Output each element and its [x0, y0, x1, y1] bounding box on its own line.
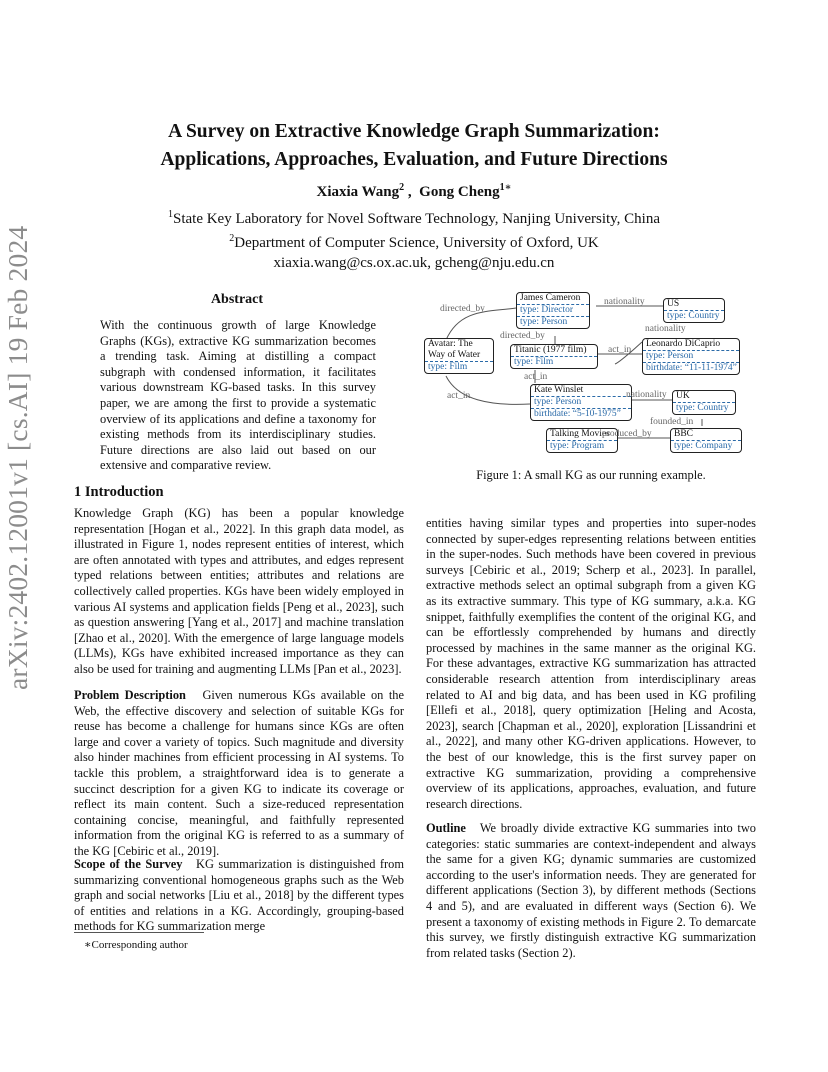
problem-description-paragraph — [74, 688, 404, 860]
kg-node — [670, 428, 742, 453]
node-name: Titanic (1977 film) — [514, 345, 587, 355]
outline-paragraph — [426, 821, 756, 961]
node-name: Talking Movies — [550, 429, 610, 439]
node-name: Kate Winslet — [534, 385, 584, 395]
author-emails: xiaxia.wang@cs.ox.ac.uk, gcheng@nju.edu.cn — [273, 255, 555, 271]
paragraph-heading: Outline — [426, 821, 466, 835]
figure-caption: Figure 1: A small KG as our running example. — [476, 468, 706, 482]
kg-node — [424, 338, 494, 374]
section-heading: 1 Introduction — [74, 484, 164, 500]
node-type: type: Person — [517, 316, 589, 328]
kg-node — [516, 292, 590, 329]
author-name: Xiaxia Wang — [316, 184, 400, 200]
node-name: US — [667, 299, 680, 309]
continued-paragraph: entities having similar types and properties into super-nodes connected by super-edges representing relations between entities in the super-nodes. Such methods have been covered in previous surveys [Cebiric et al., 2019; Scherp et al., 2023]. In parallel, extractive methods select an optimal subgraph from a given KG as its extractive summary. This type of KG summary, a.k.a. KG snippet, faithfully exemplifies the content of the original KG, and can be effortlessly comprehended by humans and directly processed by machines in the same manner as the original KG. For these advantages, extractive KG summarization has attracted considerable research attention from interdisciplinary areas related to AI and big data, and has been used in KG profiling [Ellefi et al., 2018], query optimization [Heling and Acosta, 2023], search [Chapman et al., 2020], exploration [Lissandrini et al., 2022], and many other KG-driven applications. However, to the best of our knowledge, this is the first survey paper on extractive KG summarization, providing a comprehensive overview of its applications, approaches, evaluation, and future research directions. — [426, 516, 756, 811]
node-name: Avatar: The Way of Water — [428, 339, 481, 360]
kg-figure — [420, 288, 760, 458]
node-name: James Cameron — [520, 293, 581, 303]
affiliation: Department of Computer Science, University of Oxford, UK — [234, 235, 599, 251]
node-type: type: Film — [425, 361, 493, 373]
node-type: type: Country — [664, 310, 724, 322]
paragraph-heading: Problem Description — [74, 688, 186, 702]
kg-node — [510, 344, 598, 369]
footnote: ∗Corresponding author — [84, 939, 188, 951]
edge-label: nationality — [626, 390, 667, 400]
node-type: type: Program — [547, 440, 617, 452]
title-line-2: Applications, Approaches, Evaluation, and Future Directions — [160, 149, 668, 170]
author-affil-mark: 1∗ — [499, 182, 512, 193]
paragraph-text: We broadly divide extractive KG summaries into two categories: static summaries are context-independent and always the same for a given KG; dynamic summaries are customized according to the user's information needs. They are generated for different applications (Section 3), by different methods (Sections 4 and 5), and are evaluated in different ways (Section 6). We present a taxonomy of existing methods in Figure 2. To demarcate this survey, we firstly distinguish extractive KG summarization from related tasks (Section 2). — [426, 821, 756, 960]
arxiv-identifier: arXiv:2402.12001v1 [cs.AI] 19 Feb 2024 — [2, 225, 33, 690]
edge-label: founded_in — [650, 417, 694, 427]
kg-node — [672, 390, 736, 415]
node-type: type: Company — [671, 440, 741, 452]
paragraph-heading: Scope of the Survey — [74, 857, 183, 871]
paragraph-text: KG summarization is distinguished from summarizing conventional homogeneous graphs such as the Web graph and social networks [Liu et al., 2018] by the different types of entities and relations in a KG. Accordingly, grouping-based methods for KG summarization merge — [74, 857, 404, 934]
node-type: birthdate: “11-11-1974” — [643, 362, 739, 374]
authors: Xiaxia Wang$^2$ , Gong Cheng$^{1∗}$ — [316, 182, 512, 200]
node-type: type: Person — [531, 396, 631, 408]
node-type: birthdate: “5-10-1975” — [531, 408, 631, 420]
edge-label: produced_by — [602, 429, 652, 439]
kg-node — [642, 338, 740, 375]
edge-label: directed_by — [440, 304, 485, 314]
paper-title — [74, 118, 754, 174]
author-affil-mark: 2 — [399, 182, 405, 193]
node-type: type: Person — [643, 350, 739, 362]
node-name: BBC — [674, 429, 694, 439]
affiliations — [74, 205, 754, 273]
affil-mark: 2 — [229, 233, 235, 244]
edge-label: nationality — [645, 324, 686, 334]
kg-node — [530, 384, 632, 421]
node-type: type: Director — [517, 304, 589, 316]
scope-paragraph — [74, 857, 404, 935]
edge-label: directed_by — [500, 331, 545, 341]
edge-label: nationality — [604, 297, 645, 307]
affiliation: State Key Laboratory for Novel Software Technology, Nanjing University, China — [172, 211, 661, 227]
title-line-1: A Survey on Extractive Knowledge Graph Summarization: — [168, 121, 660, 142]
edge-label: act_in — [447, 391, 471, 401]
node-type: type: Film — [511, 356, 597, 368]
abstract-text: With the continuous growth of large Knowledge Graphs (KGs), extractive KG summarization becomes a trending task. Aiming at distilling a compact subgraph with condensed information, it facilitates various downstream KG-based tasks. In this survey paper, we are among the first to provide a systematic overview of its applications and define a taxonomy for existing methods from its interdisciplinary studies. Future directions are also laid out based on our extensive and comparative review. — [100, 318, 376, 473]
author-name: Gong Cheng — [419, 184, 500, 200]
edge-label: act_in — [608, 345, 632, 355]
edge-label: act_in — [524, 372, 548, 382]
footnote-rule — [74, 932, 204, 933]
affil-mark: 1 — [167, 209, 173, 220]
kg-node — [663, 298, 725, 323]
node-name: Leonardo DiCaprio — [646, 339, 721, 349]
paragraph-text: Given numerous KGs available on the Web, the effective discovery and selection of suitable KGs for reuse has become a challenge for humans since KGs are often large and cover a variety of topics. Such magnitude and diversity also hinder machines from efficient processing in AI systems. To tackle this problem, a straightforward idea is to generate a succinct description for a given KG to indicate its coverage or reflect its main content. Such a size-reduced representation containing concise, meaningful, and faithfully represented information from the original KG is referred to as a summary of the KG [Cebiric et al., 2019]. — [74, 688, 404, 858]
node-type: type: Country — [673, 402, 735, 414]
abstract-heading: Abstract — [210, 292, 264, 307]
node-name: UK — [676, 391, 690, 401]
intro-paragraph: Knowledge Graph (KG) has been a popular knowledge representation [Hogan et al., 2022]. In this graph data model, as illustrated in Figure 1, nodes represent entities of interest, which are often annotated with types and attributes, and edges represent typed relations between entities; attributes and relations are collectively called properties. KGs have been widely employed in various AI systems and application fields [Peng et al., 2023], such as question answering [Yang et al., 2017] and machine translation [Zhao et al., 2020]. With the emergence of large language models (LLMs), KGs have exhibited increased importance as they can also be used for training and augmenting LLMs [Pan et al., 2023]. — [74, 506, 404, 676]
